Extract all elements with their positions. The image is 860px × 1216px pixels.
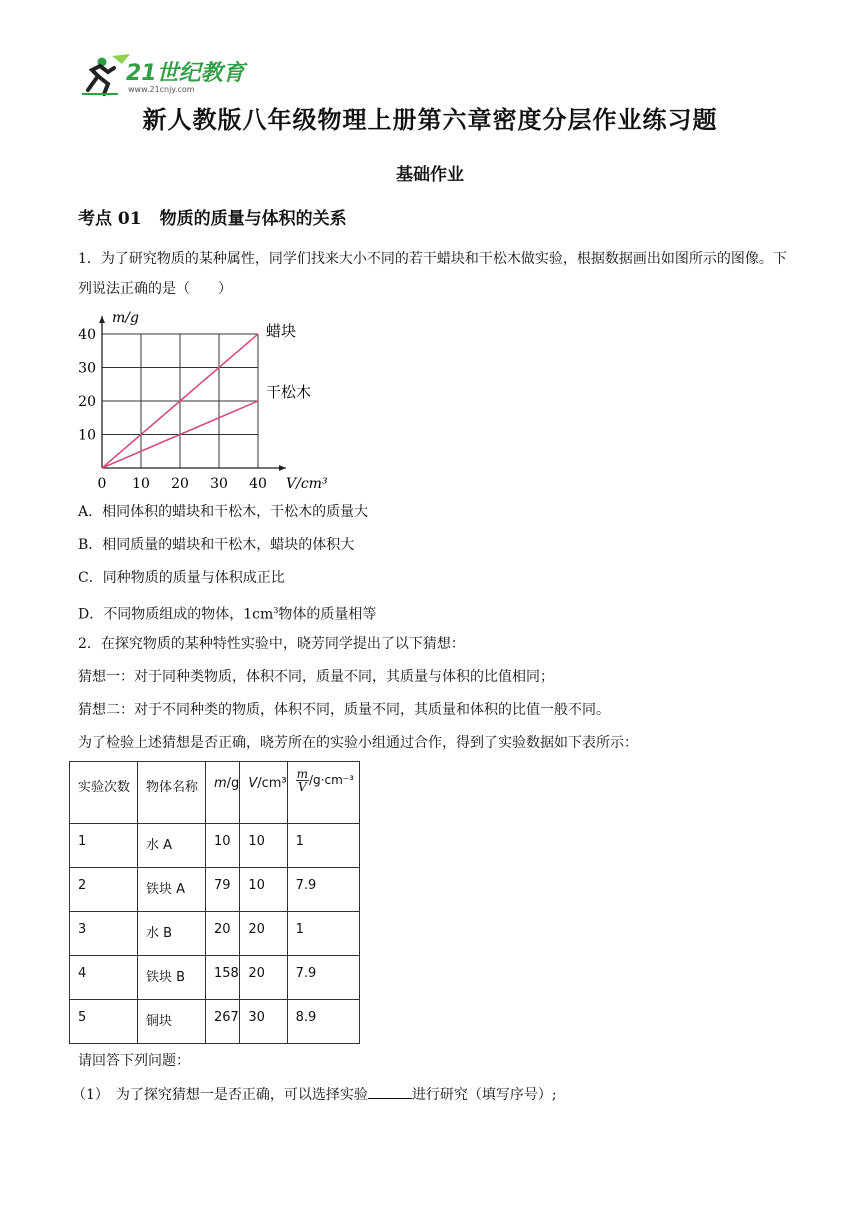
table-cell: 2 xyxy=(70,868,138,912)
option-c: C．同种物质的质量与体积成正比 xyxy=(78,570,285,586)
series-label: 干松木 xyxy=(266,383,312,401)
table-cell: 铁块 A xyxy=(138,868,206,912)
series-label: 蜡块 xyxy=(266,322,297,340)
y-tick-label: 40 xyxy=(78,327,96,343)
table-cell: 10 xyxy=(206,824,240,868)
table-row xyxy=(70,956,360,1000)
table-cell: 铁块 B xyxy=(138,956,206,1000)
option-d-superscript: 3 xyxy=(273,606,279,615)
header-volume-unit: /cm³ xyxy=(257,776,287,791)
table-cell: 7.9 xyxy=(287,956,359,1000)
option-a: A．相同体积的蜡块和干松木，干松木的质量大 xyxy=(78,504,369,520)
table-cell: 1 xyxy=(287,824,359,868)
table-cell: 4 xyxy=(70,956,138,1000)
option-d-text: D．不同物质组成的物体，1cm xyxy=(78,606,274,623)
option-b: B．相同质量的蜡块和干松木，蜡块的体积大 xyxy=(78,537,355,553)
table-cell: 20 xyxy=(206,912,240,956)
logo xyxy=(78,50,258,98)
header-mass xyxy=(206,762,240,824)
section-title: 物质的质量与体积的关系 xyxy=(159,209,347,229)
header-density-unit: /g·cm⁻³ xyxy=(309,773,354,787)
fraction-denominator: V xyxy=(297,780,307,794)
y-axis-label: m/g xyxy=(112,310,139,326)
option-d-text-end: 物体的质量相等 xyxy=(278,606,377,623)
table-cell: 10 xyxy=(240,868,287,912)
table-cell: 30 xyxy=(240,1000,287,1044)
y-axis-arrow xyxy=(99,316,105,323)
table-cell: 20 xyxy=(240,956,287,1000)
header-volume-var: V xyxy=(248,776,258,791)
y-tick-label: 10 xyxy=(78,427,96,444)
table-row xyxy=(70,868,360,912)
document-subtitle: 基础作业 xyxy=(396,165,464,185)
hypothesis-2: 猜想二：对于不同种类的物质，体积不同，质量不同，其质量和体积的比值一般不同。 xyxy=(78,702,610,718)
header-volume xyxy=(240,762,287,824)
table-lead: 为了检验上述猜想是否正确，晓芳所在的实验小组通过合作，得到了实验数据如下表所示： xyxy=(78,735,638,751)
x-tick-label: 20 xyxy=(171,476,189,492)
table-cell: 158 xyxy=(206,956,240,1000)
sub-question-1-text: （1） 为了探究猜想一是否正确，可以选择实验 xyxy=(72,1087,368,1103)
logo-text: 21世纪教育 xyxy=(126,61,245,86)
header-mass-unit: /g xyxy=(226,776,240,791)
table-row xyxy=(70,912,360,956)
table-cell: 铜块 xyxy=(138,1000,206,1044)
mass-volume-chart xyxy=(78,304,328,496)
y-tick-label: 30 xyxy=(78,360,96,377)
header-trial: 实验次数 xyxy=(70,762,138,824)
table-cell: 1 xyxy=(70,824,138,868)
table-row xyxy=(70,1000,360,1044)
y-tick-label: 20 xyxy=(78,394,96,410)
table-cell: 20 xyxy=(240,912,287,956)
table-cell: 1 xyxy=(287,912,359,956)
table-cell: 10 xyxy=(240,824,287,868)
header-name: 物体名称 xyxy=(138,762,206,824)
hypothesis-1: 猜想一：对于同种类物质，体积不同，质量不同，其质量与体积的比值相同； xyxy=(78,669,554,685)
x-tick-label: 10 xyxy=(132,476,150,492)
experiment-table xyxy=(69,761,360,1044)
table-row xyxy=(70,824,360,868)
section-label: 考点 01 xyxy=(78,209,142,229)
question-2-intro: 2．在探究物质的某种特性实验中，晓芳同学提出了以下猜想： xyxy=(78,636,465,652)
section-heading xyxy=(78,204,347,229)
fraction-numerator: m xyxy=(296,767,309,781)
table-cell: 79 xyxy=(206,868,240,912)
document-title: 新人教版八年级物理上册第六章密度分层作业练习题 xyxy=(142,105,718,134)
x-tick-label: 0 xyxy=(97,476,107,492)
x-axis-arrow xyxy=(279,465,286,471)
question-1-text: 1．为了研究物质的某种属性，同学们找来大小不同的若干蜡块和干松木做实验，根据数据画出如图所示的图像。下列说法正确的是（ ） xyxy=(78,251,787,297)
table-cell: 水 B xyxy=(138,912,206,956)
table-cell: 8.9 xyxy=(287,1000,359,1044)
x-tick-label: 30 xyxy=(210,476,228,492)
option-d xyxy=(78,601,376,625)
header-mass-var: m xyxy=(214,776,227,791)
answer-blank[interactable] xyxy=(368,1084,412,1099)
table-cell: 5 xyxy=(70,1000,138,1044)
sub-question-1 xyxy=(72,1084,557,1105)
runner-icon xyxy=(82,54,130,94)
table-cell: 水 A xyxy=(138,824,206,868)
x-tick-label: 40 xyxy=(249,476,267,492)
sub-question-1-text-end: 进行研究（填写序号）; xyxy=(411,1087,557,1103)
density-fraction xyxy=(296,768,309,793)
answer-prompt: 请回答下列问题： xyxy=(78,1053,190,1069)
table-header-row xyxy=(70,762,360,824)
header-density xyxy=(287,762,359,824)
logo-url: www.21cnjy.com xyxy=(128,85,195,94)
table-cell: 7.9 xyxy=(287,868,359,912)
table-cell: 3 xyxy=(70,912,138,956)
x-axis-label: V/cm³ xyxy=(286,476,328,492)
table-cell: 267 xyxy=(206,1000,240,1044)
